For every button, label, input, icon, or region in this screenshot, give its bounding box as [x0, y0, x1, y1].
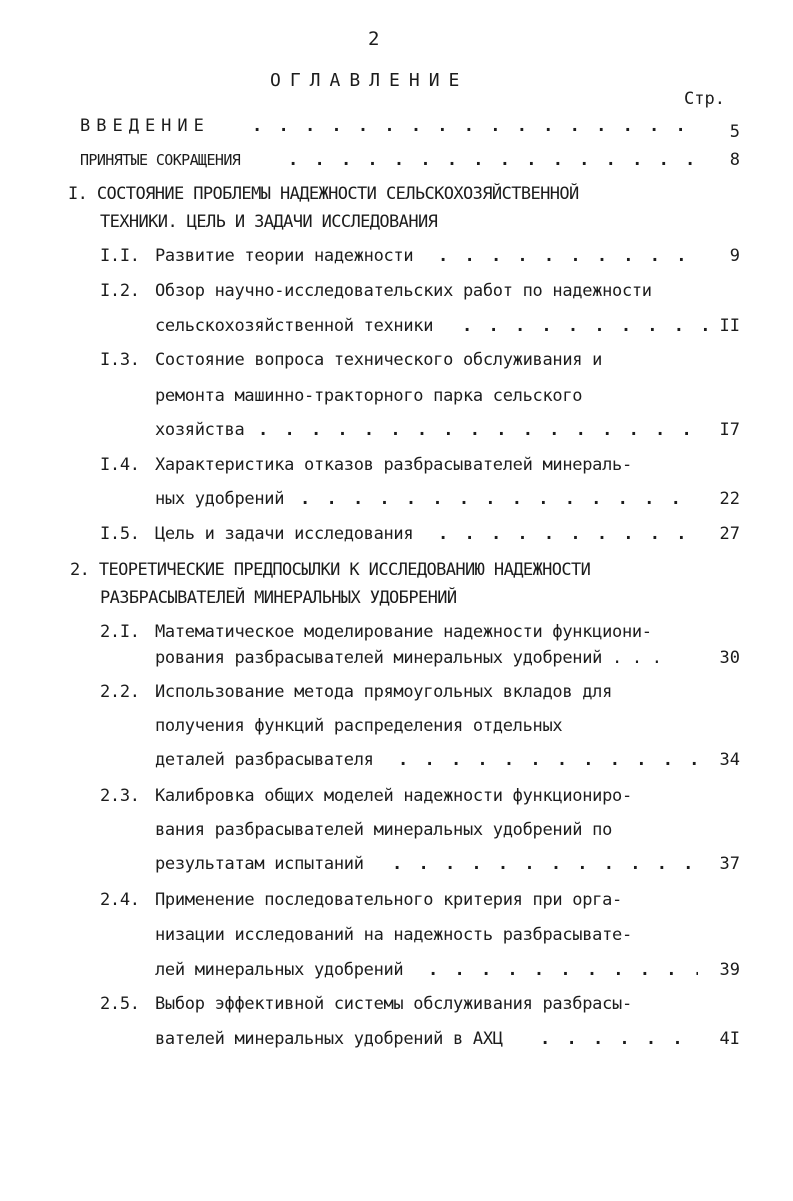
toc-page: 27 [719, 524, 740, 544]
dot-leader [398, 750, 698, 770]
toc-section-title: Развитие теории надежности [155, 246, 414, 266]
dot-leader [392, 854, 698, 874]
toc-section-title-cont: деталей разбрасывателя [155, 750, 374, 770]
toc-section-title: Обзор научно-исследовательских работ по надежности [155, 281, 652, 301]
toc-section-title-cont: низации исследований на надежность разбрасывате- [155, 925, 632, 945]
toc-section-title-cont: лей минеральных удобрений [155, 960, 404, 980]
toc-section-number: I.I. [100, 246, 140, 266]
toc-section-number: 2.2. [100, 682, 140, 702]
toc-section-title-cont: ремонта машинно-тракторного парка сельского [155, 386, 583, 406]
toc-page: 8 [729, 150, 740, 170]
toc-section-title: Применение последовательного критерия при орга- [155, 890, 622, 910]
dot-leader [258, 420, 698, 440]
page-column-label: Стр. [684, 89, 725, 109]
toc-section-title: Цель и задачи исследования [155, 524, 414, 544]
toc-page: 30 [719, 648, 740, 668]
toc-page: 39 [719, 960, 740, 980]
toc-chapter-2-cont: РАЗБРАСЫВАТЕЛЕЙ МИНЕРАЛЬНЫХ УДОБРЕНИЙ [100, 588, 457, 608]
toc-section-title: Характеристика отказов разбрасывателей минераль- [155, 455, 632, 475]
toc-page: 9 [729, 246, 740, 266]
toc-section-title: Выбор эффективной системы обслуживания разбрасы- [155, 994, 632, 1014]
toc-entry-intro: ВВЕДЕНИЕ [80, 116, 210, 136]
toc-section-title-cont: вания разбрасывателей минеральных удобрений по [155, 820, 613, 840]
toc-page: 5 [729, 122, 740, 142]
toc-page: 34 [719, 750, 740, 770]
dot-leader [540, 1029, 698, 1049]
dot-leader [462, 316, 710, 336]
toc-section-title: Математическое моделирование надежности функциони- [155, 622, 652, 642]
toc-section-title-cont: хозяйства [155, 420, 245, 440]
dot-leader [300, 489, 697, 509]
toc-page: 4I [719, 1029, 740, 1049]
toc-section-number: 2.3. [100, 786, 140, 806]
dot-leader [252, 116, 697, 136]
dot-leader [438, 524, 697, 544]
toc-page: 37 [719, 854, 740, 874]
toc-chapter-2: 2. ТЕОРЕТИЧЕСКИЕ ПРЕДПОСЫЛКИ К ИССЛЕДОВАНИЮ НАДЕЖНОСТИ [70, 560, 591, 580]
toc-section-title-cont: вателей минеральных удобрений в АХЦ [155, 1029, 503, 1049]
toc-section-title: Использование метода прямоугольных вкладов для [155, 682, 613, 702]
toc-section-title: Калибровка общих моделей надежности функциониро- [155, 786, 632, 806]
toc-chapter-1-cont: ТЕХНИКИ. ЦЕЛЬ И ЗАДАЧИ ИССЛЕДОВАНИЯ [100, 212, 438, 232]
toc-section-title: Состояние вопроса технического обслуживания и [155, 350, 603, 370]
dot-leader [288, 150, 697, 170]
toc-section-title-cont: рования разбрасывателей минеральных удобрений . . . [155, 648, 662, 668]
toc-section-title-cont: ных удобрений [155, 489, 285, 509]
toc-page: I7 [719, 420, 740, 440]
toc-section-title-cont: получения функций распределения отдельных [155, 716, 563, 736]
toc-page: II [719, 316, 740, 336]
toc-section-number: I.5. [100, 524, 140, 544]
toc-page: 22 [719, 489, 740, 509]
toc-chapter-1: I. СОСТОЯНИЕ ПРОБЛЕМЫ НАДЕЖНОСТИ СЕЛЬСКОХОЗЯЙСТВЕННОЙ [68, 184, 579, 204]
dot-leader [428, 960, 698, 980]
toc-section-number: I.4. [100, 455, 140, 475]
toc-section-number: 2.4. [100, 890, 140, 910]
toc-entry-abbreviations: ПРИНЯТЫЕ СОКРАЩЕНИЯ [80, 151, 241, 169]
page-number: 2 [368, 28, 380, 50]
toc-section-title-cont: сельскохозяйственной техники [155, 316, 434, 336]
toc-section-title-cont: результатам испытаний [155, 854, 364, 874]
toc-section-number: 2.I. [100, 622, 140, 642]
toc-section-number: I.2. [100, 281, 140, 301]
dot-leader [438, 246, 697, 266]
toc-section-number: 2.5. [100, 994, 140, 1014]
page-title: ОГЛАВЛЕНИЕ [270, 70, 469, 91]
toc-section-number: I.3. [100, 350, 140, 370]
